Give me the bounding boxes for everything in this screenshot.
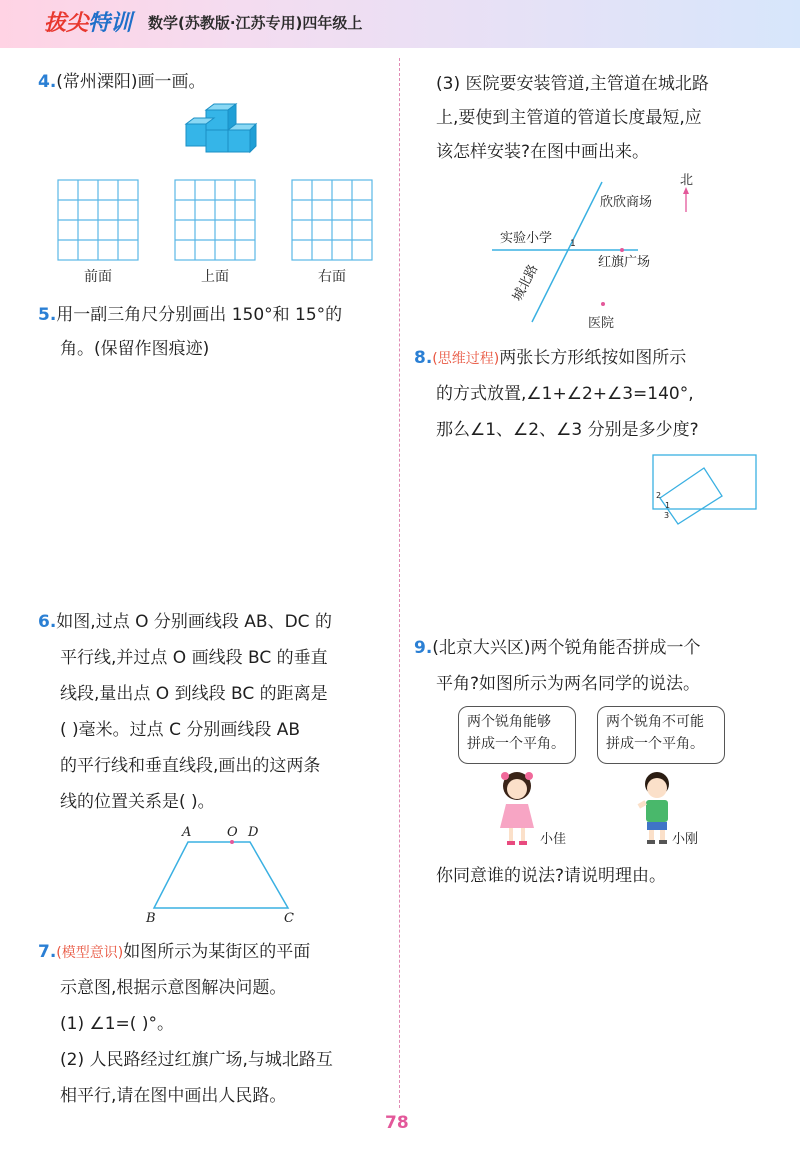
speech-bubble-xiaogang: 两个锐角不可能 拼成一个平角。 [597, 706, 725, 764]
q4-cubes-figure [184, 102, 264, 160]
q8-rectangles-figure [652, 454, 758, 524]
q6-line5: 的平行线和垂直线段,画出的这两条 [60, 756, 321, 776]
q6-line2: 平行线,并过点 O 画线段 BC 的垂直 [60, 648, 328, 668]
q6-line1: 6.如图,过点 O 分别画线段 AB、DC 的 [38, 612, 332, 632]
grid-label-front: 前面 [84, 269, 112, 285]
q7-sub3a: (3) 医院要安装管道,主管道在城北路 [436, 74, 709, 94]
hospital-label: 医院 [588, 316, 615, 331]
hongqi-plaza-label: 红旗广场 [598, 255, 651, 270]
girl-illustration [494, 768, 540, 848]
q9-line2: 平角?如图所示为两名同学的说法。 [436, 674, 701, 694]
q9-line1: 9.(北京大兴区)两个锐角能否拼成一个 [414, 638, 701, 658]
q4-grid-top [175, 180, 257, 262]
name-xiaojia: 小佳 [540, 832, 567, 847]
q7-sub1: (1) ∠1=( )°。 [60, 1014, 174, 1034]
q6-trapezoid-figure [140, 822, 300, 926]
page-number: 78 [385, 1113, 409, 1133]
q6-line4: ( )毫米。过点 C 分别画线段 AB [60, 720, 301, 740]
q8-line1: 8.(思维过程)两张长方形纸按如图所示 [414, 348, 687, 368]
angle-2-label: 2 [656, 491, 662, 500]
q7-sub2b: 相平行,请在图中画出人民路。 [60, 1086, 287, 1106]
point-b-label: B [146, 911, 156, 926]
q5-line2: 角。(保留作图痕迹) [60, 339, 210, 359]
q7-sub3b: 上,要使到主管道的管道长度最短,应 [436, 108, 702, 128]
book-subtitle: 数学(苏教版·江苏专用)四年级上 [148, 14, 363, 32]
grid-label-right: 右面 [318, 269, 346, 285]
name-xiaogang: 小刚 [672, 832, 699, 847]
q5-line1: 5.用一副三角尺分别画出 150°和 15°的 [38, 305, 343, 325]
point-a-label: A [182, 825, 192, 840]
q8-line2: 的方式放置,∠1+∠2+∠3=140°, [436, 384, 694, 404]
road-label: 城北路 [510, 262, 542, 304]
q7-street-map [490, 172, 710, 332]
q6-line3: 线段,量出点 O 到线段 BC 的距离是 [60, 684, 328, 704]
q4-text: 4.(常州溧阳)画一画。 [38, 72, 206, 92]
q4-grid-right [292, 180, 374, 262]
xinxin-mall-label: 欣欣商场 [600, 195, 653, 210]
q7-line2: 示意图,根据示意图解决问题。 [60, 978, 287, 998]
brand-logo: 拔尖特训 [44, 11, 133, 36]
q7-line1: 7.(模型意识)如图所示为某街区的平面 [38, 942, 311, 962]
q4-grid-front [58, 180, 140, 262]
point-o-label: O [227, 825, 238, 840]
angle-1-label: 1 [570, 239, 576, 249]
q6-line6: 线的位置关系是( )。 [60, 792, 215, 812]
q8-line3: 那么∠1、∠2、∠3 分别是多少度? [436, 420, 699, 440]
angle-3-label: 3 [664, 511, 670, 520]
north-label: 北 [680, 173, 694, 188]
school-label: 实验小学 [500, 231, 553, 246]
q7-sub2a: (2) 人民路经过红旗广场,与城北路互 [60, 1050, 333, 1070]
column-divider [399, 58, 400, 1108]
q7-sub3c: 该怎样安装?在图中画出来。 [436, 142, 650, 162]
q9-question: 你同意谁的说法?请说明理由。 [436, 866, 667, 886]
angle-1-label-q8: 1 [665, 501, 671, 510]
point-c-label: C [284, 911, 294, 926]
grid-label-top: 上面 [201, 269, 229, 285]
point-d-label: D [248, 825, 259, 840]
speech-bubble-xiaojia: 两个锐角能够 拼成一个平角。 [458, 706, 576, 764]
page-header [0, 0, 800, 48]
